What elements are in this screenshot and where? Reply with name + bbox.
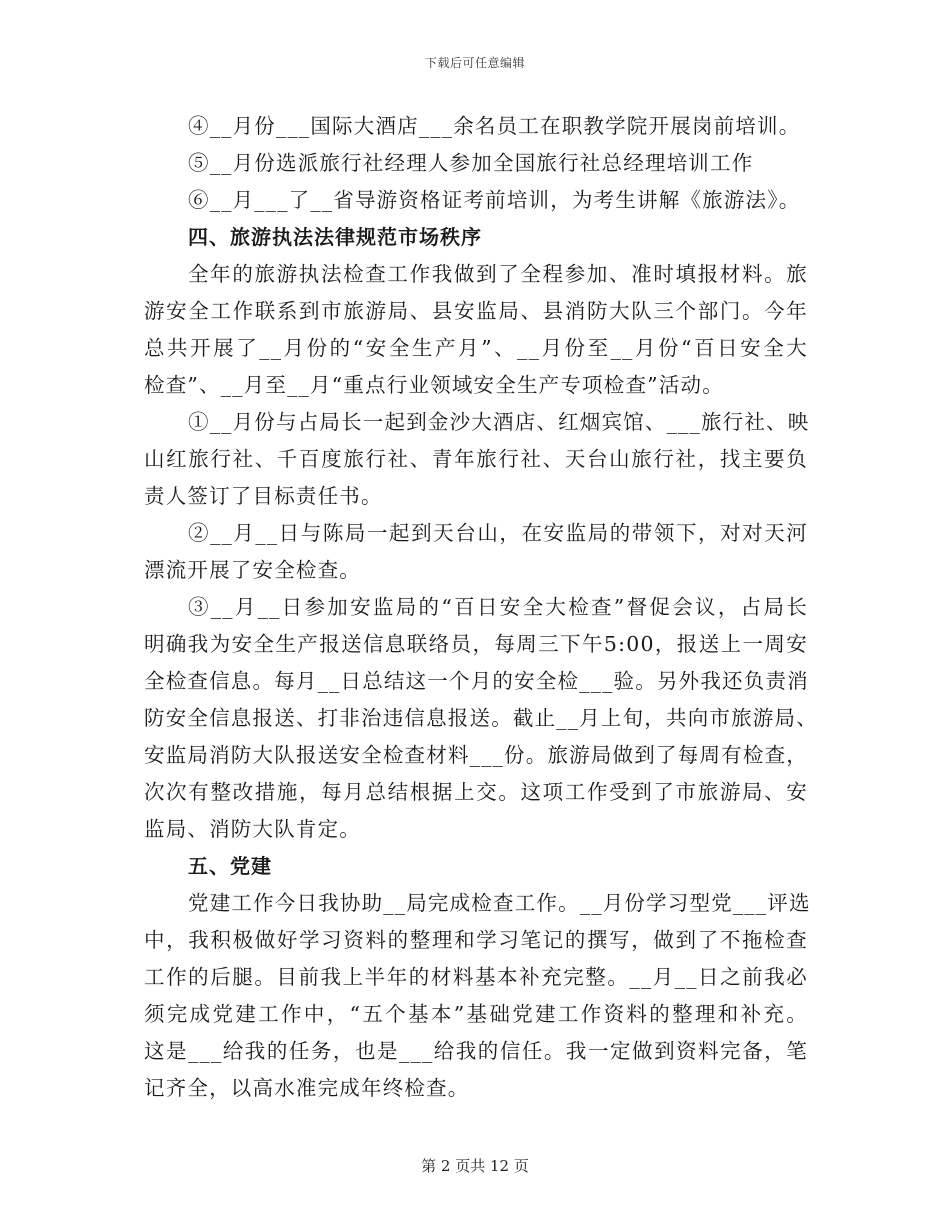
paragraph-line: ②__月__日与陈局一起到天台山，在安监局的带领下，对对天河 xyxy=(188,521,808,545)
paragraph-line: 游安全工作联系到市旅游局、县安监局、县消防大队三个部门。今年 xyxy=(144,299,808,323)
header-note: 下载后可任意编辑 xyxy=(424,56,525,70)
paragraph-line: 工作的后腿。目前我上半年的材料基本补充完整。__月__日之前我必 xyxy=(144,965,808,989)
paragraph-line: 中，我积极做好学习资料的整理和学习笔记的撰写，做到了不拖检查 xyxy=(144,928,808,952)
item-5: ⑤__月份选派旅行社经理人参加全国旅行社总经理培训工作 xyxy=(188,151,754,175)
paragraph-line: 记齐全，以高水准完成年终检查。 xyxy=(144,1076,470,1100)
paragraph-line: 漂流开展了安全检查。 xyxy=(144,558,361,582)
section-heading-4: 四、旅游执法法律规范市场秩序 xyxy=(188,225,482,249)
paragraph-line: 次次有整改措施，每月总结根据上交。这项工作受到了市旅游局、安 xyxy=(144,780,808,804)
paragraph-line: ③__月__日参加安监局的“百日安全大检查”督促会议，占局长 xyxy=(188,595,808,619)
document-body xyxy=(144,108,818,1107)
paragraph-line: 责人签订了目标责任书。 xyxy=(144,484,383,508)
paragraph-line: 山红旅行社、千百度旅行社、青年旅行社、天台山旅行社，找主要负 xyxy=(144,447,808,471)
paragraph-line: 明确我为安全生产报送信息联络员，每周三下午5:00，报送上一周安 xyxy=(144,632,808,656)
paragraph-line: ①__月份与占局长一起到金沙大酒店、红烟宾馆、___旅行社、映 xyxy=(188,410,810,434)
page-footer: 第 2 页共 12 页 xyxy=(421,1157,529,1175)
paragraph-line: 全检查信息。每月__日总结这一个月的安全检___验。另外我还负责消 xyxy=(144,669,809,693)
paragraph-line: 安监局消防大队报送安全检查材料___份。旅游局做到了每周有检查， xyxy=(144,743,808,767)
paragraph-line: 防安全信息报送、打非治违信息报送。截止__月上旬，共向市旅游局、 xyxy=(144,706,818,730)
paragraph-line: 党建工作今日我协助__局完成检查工作。__月份学习型党___评选 xyxy=(188,891,811,915)
paragraph-line: 监局、消防大队肯定。 xyxy=(144,817,361,841)
paragraph-line: 须完成党建工作中，“五个基本”基础党建工作资料的整理和补充。 xyxy=(144,1002,808,1026)
section-heading-5: 五、党建 xyxy=(188,854,272,878)
paragraph-line: 总共开展了__月份的“安全生产月”、__月份至__月份“百日安全大 xyxy=(144,336,808,360)
item-4: ④__月份___国际大酒店___余名员工在职教学院开展岗前培训。 xyxy=(188,114,801,138)
paragraph-line: 检查”、__月至__月“重点行业领域安全生产专项检查”活动。 xyxy=(144,373,724,397)
item-6: ⑥__月___了__省导游资格证考前培训，为考生讲解《旅游法》。 xyxy=(188,188,801,212)
paragraph-line: 这是___给我的任务，也是___给我的信任。我一定做到资料完备，笔 xyxy=(144,1039,808,1063)
paragraph-line: 全年的旅游执法检查工作我做到了全程参加、准时填报材料。旅 xyxy=(188,262,808,286)
